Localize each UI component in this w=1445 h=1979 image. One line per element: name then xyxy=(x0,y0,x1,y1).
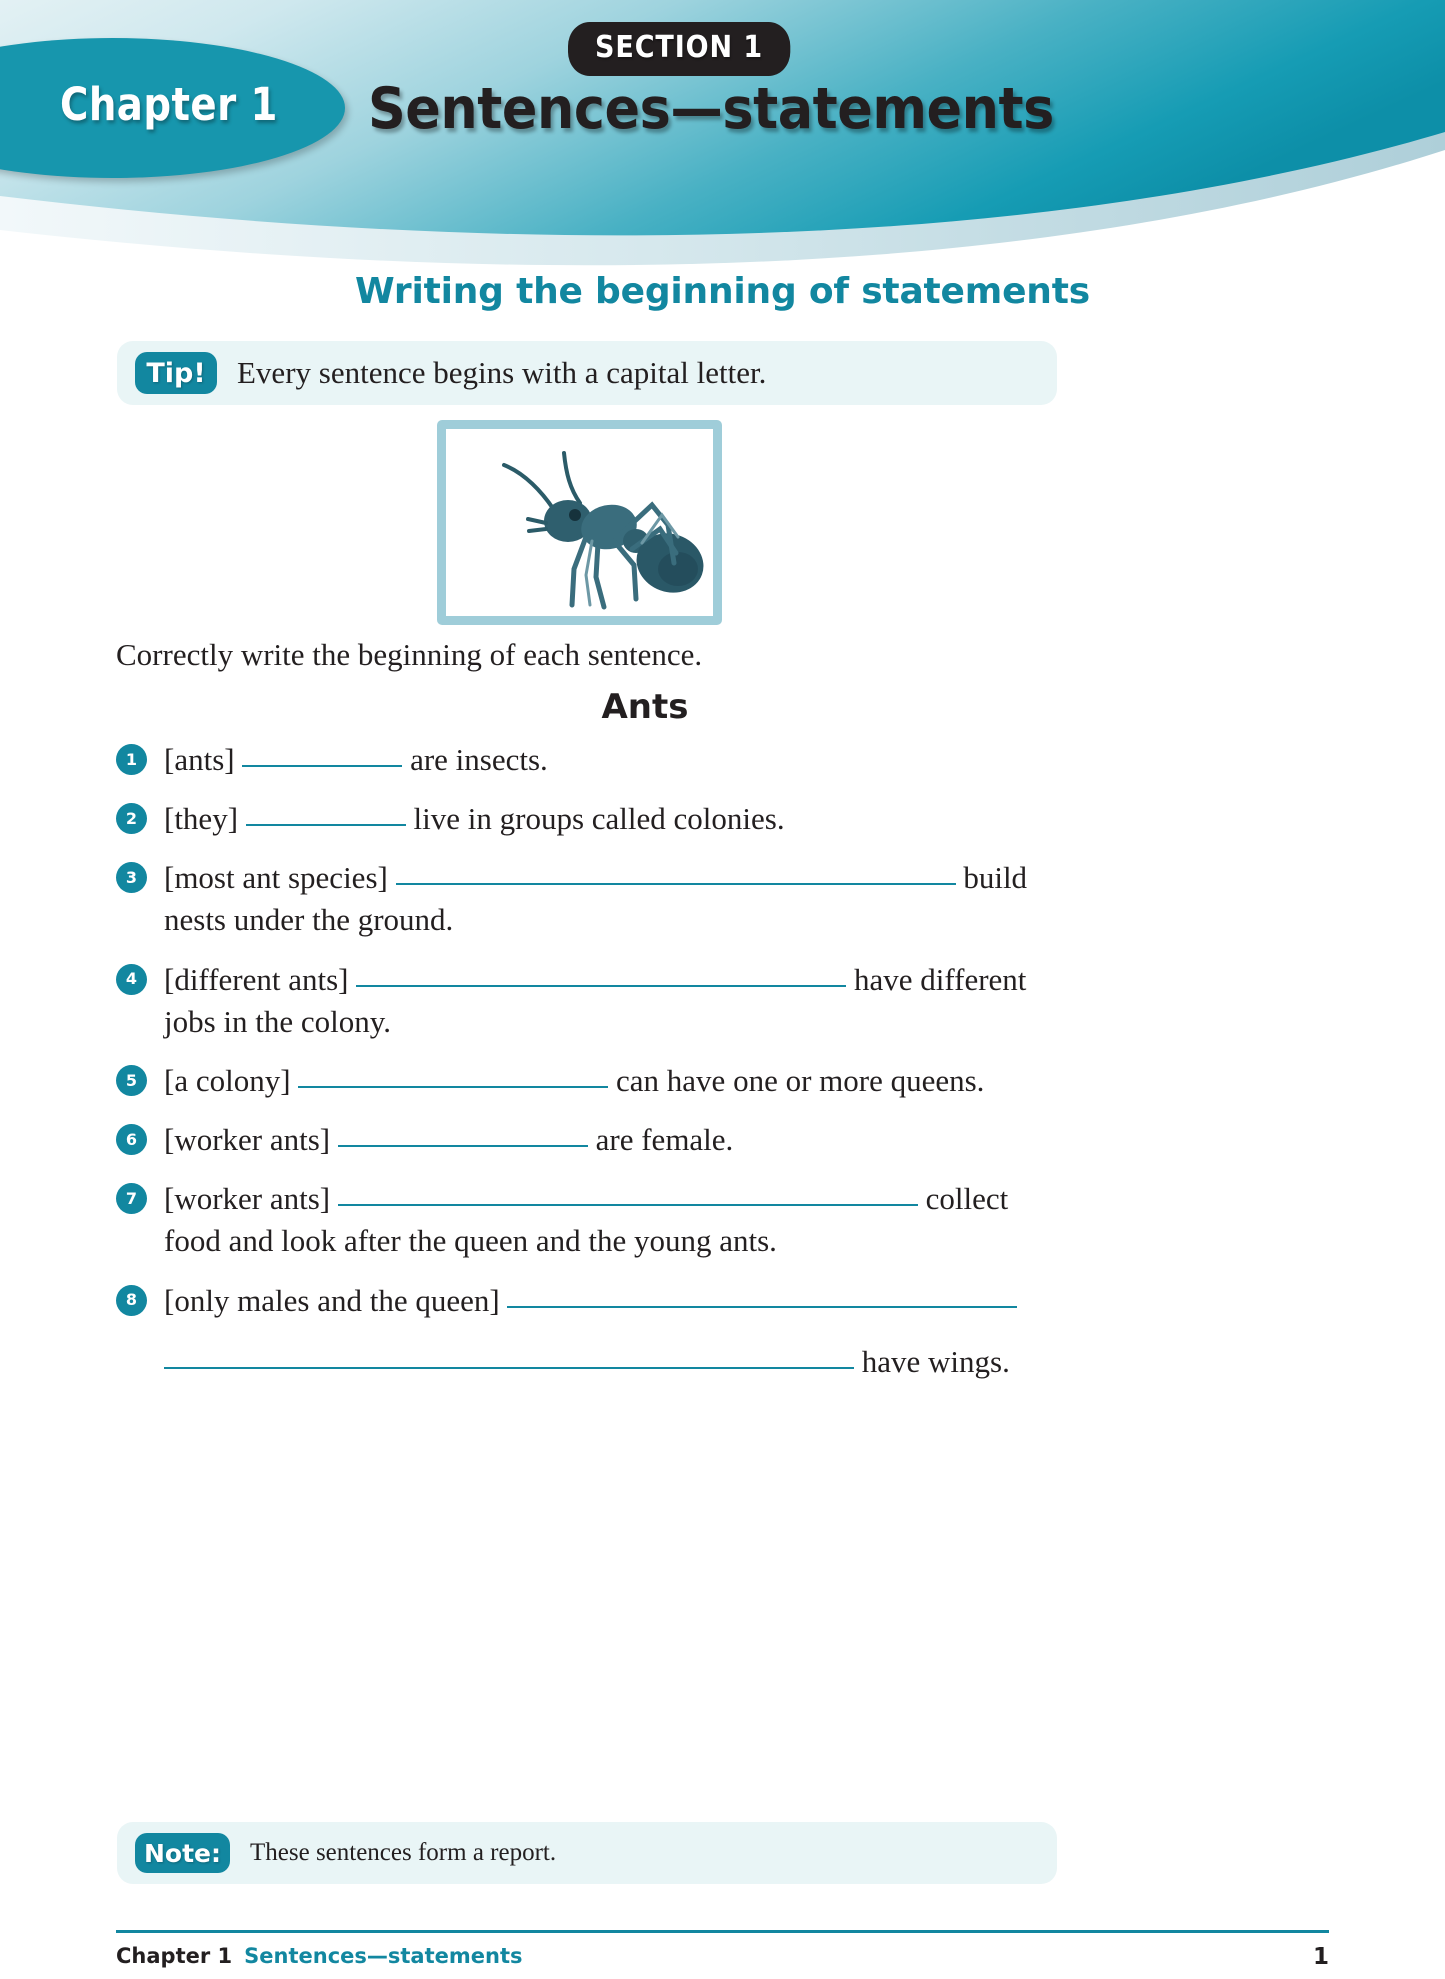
item-prompt: [only males and the queen] xyxy=(164,1282,500,1318)
footer-divider xyxy=(116,1930,1329,1933)
ant-image-frame xyxy=(437,420,722,625)
page-number: 1 xyxy=(1312,1944,1329,1970)
note-callout xyxy=(117,1822,1057,1884)
footer-section: Sentences—statements xyxy=(244,1944,523,1968)
item-prompt: [worker ants] xyxy=(164,1122,331,1158)
item-number-badge: 1 xyxy=(116,744,147,775)
item-tail-text: are female. xyxy=(595,1122,734,1158)
list-title: Ants xyxy=(601,687,689,727)
exercise-item xyxy=(116,857,1116,941)
answer-blank[interactable] xyxy=(338,1123,588,1147)
exercise-item xyxy=(116,1119,1116,1161)
answer-blank[interactable] xyxy=(242,743,402,767)
section-badge: SECTION 1 xyxy=(568,22,790,76)
item-prompt: [worker ants] xyxy=(164,1181,331,1217)
note-badge: Note: xyxy=(135,1833,230,1873)
continuation-tail-text: have wings. xyxy=(861,1343,1010,1379)
answer-blank[interactable] xyxy=(338,1182,918,1206)
page-header xyxy=(0,0,1445,300)
exercise-item xyxy=(116,959,1116,1043)
item-tail-text: are insects. xyxy=(410,742,548,777)
answer-blank[interactable] xyxy=(246,802,406,826)
item-prompt: [a colony] xyxy=(164,1062,291,1098)
tip-callout xyxy=(117,341,1057,405)
instruction-text: Correctly write the beginning of each sentence. xyxy=(116,637,703,672)
exercise-item xyxy=(116,1280,1116,1322)
item-prompt: [they] xyxy=(164,801,239,837)
item-prompt: [ants] xyxy=(164,742,235,777)
item-prompt: [most ant species] xyxy=(164,860,388,896)
answer-blank[interactable] xyxy=(396,861,956,885)
page-title: Writing the beginning of statements xyxy=(355,271,1090,312)
exercise-item xyxy=(116,1060,1116,1102)
tip-badge: Tip! xyxy=(135,352,217,394)
exercise-list xyxy=(116,739,1116,1380)
item-prompt: [different ants] xyxy=(164,961,349,997)
item-number-badge: 6 xyxy=(116,1124,147,1155)
item-tail-text: collect xyxy=(925,1181,1009,1217)
item-wrap-line: food and look after the queen and the young ants. xyxy=(164,1223,777,1259)
item-number-badge: 2 xyxy=(116,803,147,834)
item-wrap-line: nests under the ground. xyxy=(164,902,454,938)
item-tail-text: have different xyxy=(854,961,1027,997)
item-wrap-line: jobs in the colony. xyxy=(164,1003,392,1039)
answer-blank[interactable] xyxy=(298,1064,608,1088)
footer-chapter: Chapter 1 xyxy=(116,1944,233,1968)
item-tail-text: build xyxy=(963,860,1028,896)
answer-blank[interactable] xyxy=(507,1284,1017,1308)
item-number-badge: 8 xyxy=(116,1285,147,1316)
item-number-badge: 7 xyxy=(116,1183,147,1214)
continuation-line xyxy=(116,1344,1116,1380)
footer-label xyxy=(116,1944,522,1968)
item-tail-text: can have one or more queens. xyxy=(616,1062,985,1098)
answer-blank[interactable] xyxy=(356,963,846,987)
header-title: Sentences—statements xyxy=(368,76,1054,142)
item-tail-text: live in groups called colonies. xyxy=(413,801,785,837)
answer-blank[interactable] xyxy=(164,1345,854,1369)
item-number-badge: 5 xyxy=(116,1065,147,1096)
note-text: These sentences form a report. xyxy=(250,1839,557,1866)
exercise-item xyxy=(116,1178,1116,1262)
item-number-badge: 3 xyxy=(116,862,147,893)
tip-text: Every sentence begins with a capital letter. xyxy=(237,355,767,390)
ant-photo-icon xyxy=(446,429,713,616)
exercise-item xyxy=(116,739,1116,781)
chapter-label: Chapter 1 xyxy=(60,78,278,131)
exercise-item xyxy=(116,798,1116,840)
item-number-badge: 4 xyxy=(116,964,147,995)
